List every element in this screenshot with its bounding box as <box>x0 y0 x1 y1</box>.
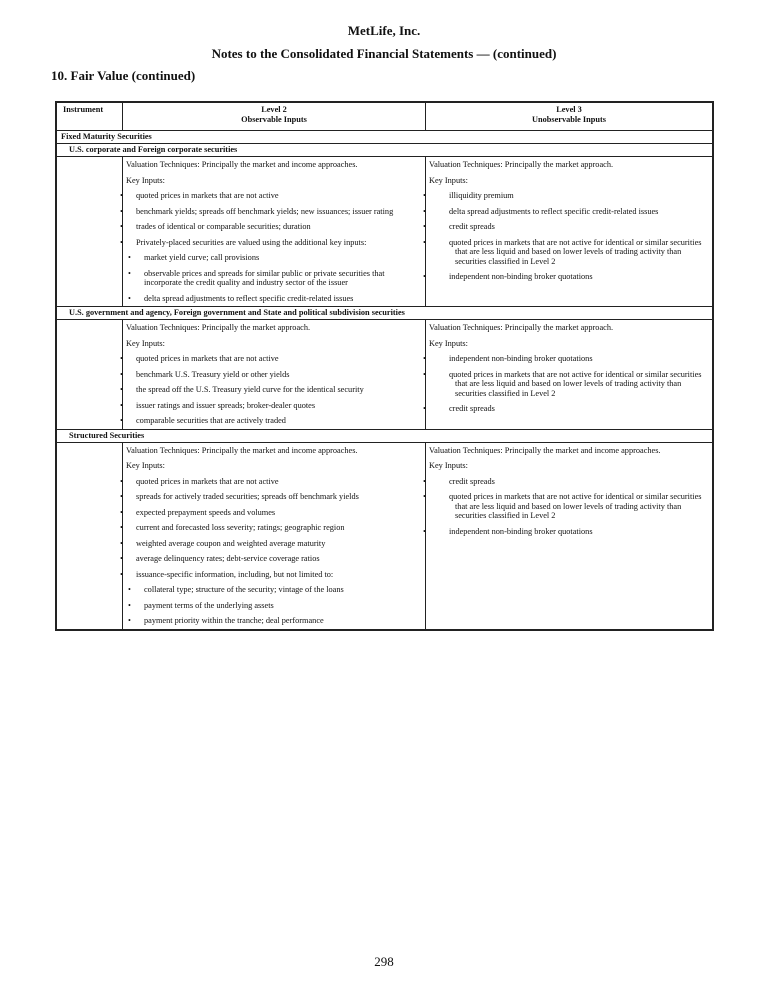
item-text: Key Inputs: <box>126 338 165 348</box>
bullet-icon: • <box>423 526 426 536</box>
list-item <box>423 489 709 524</box>
item-text: payment priority within the tranche; deal performance <box>144 616 324 625</box>
item-text: average delinquency rates; debt-service coverage ratios <box>136 554 320 563</box>
bullet-icon: • <box>120 507 123 517</box>
bullet-icon: • <box>120 385 123 394</box>
level2-cell <box>120 320 426 430</box>
item-text: the spread off the U.S. Treasury yield curve for the identical security <box>136 385 364 394</box>
item-text: Key Inputs: <box>429 338 468 348</box>
group-title: Fixed Maturity Securities <box>56 131 713 144</box>
list-item <box>126 336 422 352</box>
section-content-row <box>56 442 713 630</box>
level3-cell <box>423 442 714 630</box>
item-text: quoted prices in markets that are not active for identical or similar securities that are less liquid and based on lower levels of trading activity than securities classified in Level 2 <box>449 369 702 398</box>
bullet-icon: • <box>128 585 131 594</box>
item-text: quoted prices in markets that are not active <box>136 191 279 200</box>
list-item <box>120 382 422 398</box>
item-text: market yield curve; call provisions <box>144 253 260 262</box>
section-title-row <box>56 307 713 320</box>
list-item <box>126 291 422 307</box>
list-item <box>429 320 709 336</box>
item-text: illiquidity premium <box>449 191 514 200</box>
item-text: credit spreads <box>449 404 495 413</box>
item-text: independent non-binding broker quotations <box>449 526 593 536</box>
list-item <box>120 551 422 567</box>
instrument-cell <box>56 157 123 307</box>
item-text: Key Inputs: <box>429 175 468 185</box>
level3-cell <box>423 320 714 430</box>
item-text: Key Inputs: <box>126 461 165 470</box>
level3-cell <box>423 157 714 307</box>
bullet-icon: • <box>423 191 426 200</box>
item-text: quoted prices in markets that are not active <box>136 476 279 486</box>
bullet-icon: • <box>120 492 123 501</box>
item-text: Valuation Techniques: Principally the market and income approaches. <box>126 160 358 169</box>
list-item <box>120 398 422 414</box>
list-item <box>429 157 709 173</box>
list-item <box>423 204 709 220</box>
list-item <box>120 489 422 505</box>
header-level3-title: Level 3 <box>556 105 582 114</box>
bullet-icon: • <box>120 569 123 579</box>
list-item <box>120 219 422 235</box>
bullet-icon: • <box>120 538 123 548</box>
bullet-icon: • <box>128 616 131 625</box>
list-item <box>126 458 422 474</box>
bullet-icon: • <box>120 369 123 379</box>
header-level3-subtitle: Unobservable Inputs <box>532 114 606 124</box>
bullet-icon: • <box>423 206 426 216</box>
item-text: Valuation Techniques: Principally the market approach. <box>429 323 614 332</box>
item-text: delta spread adjustments to reflect specific credit-related issues <box>449 206 659 216</box>
bullet-icon: • <box>120 554 123 563</box>
list-item <box>126 443 422 459</box>
list-item <box>423 188 709 204</box>
list-item <box>126 266 422 291</box>
item-text: payment terms of the underlying assets <box>144 600 274 610</box>
header-level2-subtitle: Observable Inputs <box>241 114 307 124</box>
bullet-icon: • <box>423 476 426 486</box>
list-item <box>126 582 422 598</box>
section-title-row <box>56 144 713 157</box>
bullet-icon: • <box>423 237 426 247</box>
bullet-icon: • <box>128 600 131 610</box>
item-text: credit spreads <box>449 476 495 486</box>
list-item <box>423 474 709 490</box>
item-text: comparable securities that are actively traded <box>136 416 286 425</box>
list-item <box>126 157 422 173</box>
bullet-icon: • <box>128 268 131 278</box>
item-text: issuance-specific information, including, but not limited to: <box>136 569 334 579</box>
item-text: Valuation Techniques: Principally the market approach. <box>126 323 311 332</box>
level2-cell <box>120 157 426 307</box>
list-item <box>423 367 709 402</box>
item-text: quoted prices in markets that are not active for identical or similar securities that are less liquid and based on lower levels of trading activity than securities classified in Level 2 <box>449 237 702 266</box>
bullet-icon: • <box>120 237 123 247</box>
bullet-icon: • <box>120 523 123 532</box>
list-item <box>126 320 422 336</box>
bullet-icon: • <box>120 222 123 231</box>
bullet-icon: • <box>128 293 131 303</box>
list-item <box>429 443 709 459</box>
item-text: current and forecasted loss severity; ratings; geographic region <box>136 523 345 532</box>
section-title-row <box>56 429 713 442</box>
list-item <box>120 536 422 552</box>
item-text: collateral type; structure of the security; vintage of the loans <box>144 585 344 594</box>
bullet-icon: • <box>423 369 426 379</box>
list-item <box>423 351 709 367</box>
list-item <box>120 188 422 204</box>
bullet-icon: • <box>423 404 426 413</box>
bullet-icon: • <box>120 191 123 200</box>
bullet-icon: • <box>120 206 123 216</box>
header-instrument: Instrument <box>56 102 123 131</box>
list-item <box>120 351 422 367</box>
list-item <box>120 520 422 536</box>
item-text: benchmark yields; spreads off benchmark yields; new issuances; issuer rating <box>136 206 394 216</box>
list-item <box>126 613 422 629</box>
item-text: benchmark U.S. Treasury yield or other yields <box>136 369 290 379</box>
list-item <box>120 367 422 383</box>
item-text: independent non-binding broker quotations <box>449 354 593 363</box>
list-item <box>120 505 422 521</box>
list-item <box>423 235 709 270</box>
section-content-row <box>56 320 713 430</box>
bullet-icon: • <box>423 492 426 501</box>
list-item <box>120 204 422 220</box>
item-text: Valuation Techniques: Principally the market approach. <box>429 160 614 169</box>
item-text: issuer ratings and issuer spreads; broker-dealer quotes <box>136 400 316 410</box>
item-text: Key Inputs: <box>429 461 468 470</box>
list-item <box>423 524 709 540</box>
item-text: quoted prices in markets that are not active <box>136 354 279 363</box>
list-item <box>126 250 422 266</box>
item-text: trades of identical or comparable securities; duration <box>136 222 311 231</box>
item-text: weighted average coupon and weighted average maturity <box>136 538 326 548</box>
list-item <box>126 598 422 614</box>
list-item <box>423 219 709 235</box>
list-item <box>429 173 709 189</box>
section-content-row <box>56 157 713 307</box>
bullet-icon: • <box>423 222 426 231</box>
item-text: Privately-placed securities are valued using the additional key inputs: <box>136 237 367 247</box>
item-text: spreads for actively traded securities; spreads off benchmark yields <box>136 492 359 501</box>
list-item <box>429 336 709 352</box>
page-number: 298 <box>374 954 394 969</box>
bullet-icon: • <box>120 476 123 486</box>
bullet-icon: • <box>423 354 426 363</box>
level2-cell <box>120 442 426 630</box>
group-row <box>56 131 713 144</box>
header-level3 <box>426 102 714 131</box>
bullet-icon: • <box>128 253 131 262</box>
item-text: Valuation Techniques: Principally the market and income approaches. <box>429 445 661 455</box>
list-item <box>120 474 422 490</box>
section-title-cell: Structured Securities <box>56 429 713 442</box>
bullet-icon: • <box>120 400 123 410</box>
fair-value-table <box>55 101 714 631</box>
item-text: quoted prices in markets that are not active for identical or similar securities that are less liquid and based on lower levels of trading activity than securities classified in Level 2 <box>449 492 702 520</box>
item-text: delta spread adjustments to reflect specific credit-related issues <box>144 293 354 303</box>
section-title-cell: U.S. corporate and Foreign corporate securities <box>56 144 713 157</box>
item-text: Key Inputs: <box>126 175 165 185</box>
list-item <box>120 567 422 583</box>
item-text: Valuation Techniques: Principally the market and income approaches. <box>126 445 358 455</box>
bullet-icon: • <box>423 272 426 281</box>
item-text: independent non-binding broker quotations <box>449 272 593 281</box>
list-item <box>120 413 422 429</box>
bullet-icon: • <box>120 416 123 425</box>
item-text: expected prepayment speeds and volumes <box>136 507 276 517</box>
section-title: 10. Fair Value (continued) <box>51 68 196 83</box>
section-title-cell: U.S. government and agency, Foreign government and State and political subdivision securities <box>56 307 713 320</box>
instrument-cell <box>56 320 123 430</box>
page-subtitle: Notes to the Consolidated Financial Statements — (continued) <box>211 46 557 61</box>
header-level2-title: Level 2 <box>261 105 287 114</box>
company-name: MetLife, Inc. <box>347 23 421 38</box>
list-item <box>423 401 709 417</box>
table-header-row <box>56 102 713 131</box>
bullet-icon: • <box>120 354 123 363</box>
item-text: observable prices and spreads for similar public or private securities that incorporate the credit quality and industry sector of the issuer <box>144 268 385 287</box>
instrument-cell <box>56 442 123 630</box>
item-text: credit spreads <box>449 222 495 231</box>
list-item <box>429 458 709 474</box>
list-item <box>423 269 709 285</box>
list-item <box>120 235 422 251</box>
list-item <box>126 173 422 189</box>
header-level2 <box>123 102 426 131</box>
